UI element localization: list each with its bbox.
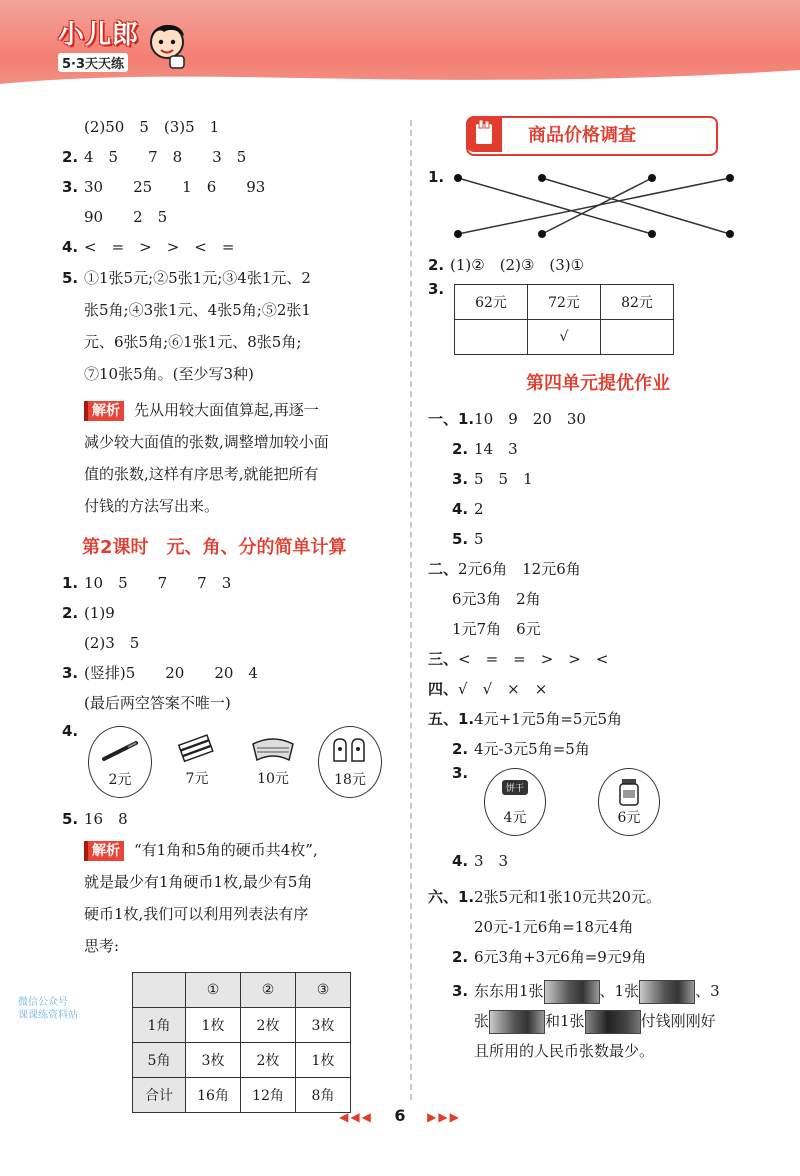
explanation-text: 就是最少有1角硬币1枚,最少有5角 (84, 873, 313, 891)
table-cell: 2枚 (241, 1008, 296, 1043)
explanation-text: 减少较大面值的张数,调整增加较小面 (84, 433, 329, 451)
question-number: 2. (452, 440, 469, 458)
question-number: 2. (62, 604, 79, 622)
answer-text: 张5角;④3张1元、4张5角;⑤2张1 (84, 301, 311, 319)
answer-line (62, 202, 392, 232)
answer-text: 30 25 1 6 93 (84, 178, 266, 196)
table-cell: 16角 (186, 1078, 241, 1113)
price-label: 7元 (185, 771, 209, 787)
answer-line (428, 524, 768, 554)
question-number: 3. (452, 982, 469, 1000)
answer-text: 付钱刚刚好 (640, 1012, 716, 1030)
question-number: 3. (62, 178, 79, 196)
question-number: 2. (428, 256, 445, 274)
answer-line (428, 882, 768, 912)
question-number: 五、1. (428, 710, 475, 728)
q4-figure (62, 718, 392, 802)
answer-text: 14 3 (474, 440, 518, 458)
answer-line (428, 1036, 768, 1066)
page-footer (0, 1106, 800, 1125)
answer-text: √ √ × × (458, 680, 548, 698)
answer-line (428, 614, 768, 644)
answer-text: 1元7角 6元 (452, 620, 541, 638)
explanation-text: 思考: (84, 937, 120, 955)
question-number: 5. (62, 810, 79, 828)
answer-text: 、3 (695, 982, 720, 1000)
answer-line (62, 232, 392, 262)
price-table (454, 284, 674, 355)
banknote-1-yuan-icon (489, 1010, 545, 1034)
question-number: 4. (452, 852, 469, 870)
answer-text: (1)② (2)③ (3)① (450, 256, 585, 274)
question-number: 4. (62, 238, 79, 256)
answer-text: 4 5 7 8 3 5 (84, 148, 247, 166)
price-oval (88, 726, 152, 798)
answer-text: < = > > < = (84, 238, 235, 256)
explanation-badge: 解析 (84, 841, 124, 861)
answer-line (62, 658, 392, 688)
answer-line (62, 688, 392, 718)
question-number: 4. (452, 500, 469, 518)
question-number: 3. (62, 664, 79, 682)
table-cell: 82元 (601, 285, 674, 320)
price-item (166, 726, 228, 796)
pencils-icon (175, 734, 219, 764)
table-cell: ② (241, 973, 296, 1008)
answer-text: 2张5元和1张10元共20元。 (474, 888, 661, 906)
left-arrows-icon: ◀◀◀ (339, 1110, 373, 1124)
explanation-text: 值的张数,这样有序思考,就能把所有 (84, 465, 319, 483)
answer-text: 2元6角 12元6角 (458, 560, 581, 578)
explanation-text: 先从用较大面值算起,再逐一 (134, 401, 319, 419)
logo-subtitle: 5·3天天练 (58, 53, 128, 72)
table-cell: 合计 (133, 1078, 186, 1113)
price-label: 10元 (257, 771, 289, 787)
answer-line (428, 846, 768, 876)
table-cell (455, 320, 528, 355)
price-oval (598, 768, 660, 836)
answer-text: 10 5 7 7 3 (84, 574, 232, 592)
table-header-row (133, 973, 351, 1008)
watermark-line: 课课练资料站 (18, 1010, 78, 1021)
answer-line (428, 644, 768, 674)
right-arrows-icon: ▶▶▶ (427, 1110, 461, 1124)
answer-line (428, 250, 768, 280)
explanation-text: “有1角和5角的硬币共4枚”, (134, 841, 318, 859)
table-cell (133, 973, 186, 1008)
price-label: 4元 (503, 810, 527, 826)
banknote-10-yuan-icon (544, 980, 600, 1004)
answer-line (62, 598, 392, 628)
table-header-row (455, 285, 674, 320)
right-column (428, 116, 768, 1066)
unit-title: 第四单元提优作业 (526, 373, 670, 394)
price-oval (318, 726, 382, 798)
price-tag-icon (466, 116, 502, 152)
question-number: 3. (452, 470, 469, 488)
banknote-5-yuan-icon (639, 980, 695, 1004)
answer-text: 6元3角+3元6角=9元9角 (474, 948, 647, 966)
answer-line (428, 584, 768, 614)
table-cell: 3枚 (296, 1008, 351, 1043)
answer-line (428, 734, 768, 764)
explanation-text: 硬币1枚,我们可以利用列表法有序 (84, 905, 309, 923)
table-cell: 2枚 (241, 1043, 296, 1078)
answer-text: 10 9 20 30 (474, 410, 586, 428)
table-row (133, 1008, 351, 1043)
page-header (0, 0, 800, 84)
answer-text: ①1张5元;②5张1元;③4张1元、2 (84, 269, 311, 287)
answer-text: ⑦10张5角。(至少写3种) (84, 365, 254, 383)
question-number: 三、 (428, 650, 459, 668)
explanation-badge: 解析 (84, 401, 124, 421)
answer-line (62, 112, 392, 142)
q3-table-block (428, 280, 768, 356)
biscuit-icon: 饼干 (502, 780, 528, 795)
table-cell: 62元 (455, 285, 528, 320)
answer-text: (竖排)5 20 20 4 (84, 664, 258, 682)
section-title: 第2课时 元、角、分的简单计算 (82, 537, 347, 558)
price-label: 2元 (108, 772, 132, 788)
question-number: 1. (428, 168, 445, 186)
table-cell: 1枚 (186, 1008, 241, 1043)
question-number: 1. (62, 574, 79, 592)
answer-text: 且所用的人民币张数最少。 (474, 1042, 655, 1060)
question-number: 4. (62, 722, 79, 740)
answer-line (428, 674, 768, 704)
matching-figure (428, 168, 768, 250)
table-cell: ③ (296, 973, 351, 1008)
answer-line (62, 142, 392, 172)
answer-line (62, 568, 392, 598)
question-number: 2. (452, 740, 469, 758)
question-number: 2. (62, 148, 79, 166)
answer-line (428, 1006, 768, 1036)
answer-line (428, 554, 768, 584)
question-number: 二、 (428, 560, 459, 578)
question-number: 2. (452, 948, 469, 966)
answer-line (428, 704, 768, 734)
mittens-icon (328, 735, 372, 765)
coin-table (132, 972, 351, 1113)
table-cell: 12角 (241, 1078, 296, 1113)
q5-answer (62, 262, 392, 390)
answer-text: 5 (474, 530, 484, 548)
answer-text: 东东用1张 (474, 982, 544, 1000)
table-cell: 5角 (133, 1043, 186, 1078)
mascot-boy-icon (144, 16, 190, 72)
question-number: 一、1. (428, 410, 475, 428)
answer-text: 6元3角 2角 (452, 590, 541, 608)
table-cell: ① (186, 973, 241, 1008)
question-number: 3. (452, 764, 469, 782)
answer-line (428, 464, 768, 494)
answer-text: 4元-3元5角=5角 (474, 740, 590, 758)
table-cell (601, 320, 674, 355)
pen-icon (98, 735, 142, 765)
answer-text: 20元-1元6角=18元4角 (474, 918, 634, 936)
explanation-block (62, 394, 392, 522)
price-item (242, 726, 304, 796)
banknote-5-jiao-icon (585, 1010, 641, 1034)
explanation-text: 付钱的方法写出来。 (84, 497, 220, 515)
table-cell: 8角 (296, 1078, 351, 1113)
question-number: 5. (62, 269, 79, 287)
answer-text: (1)9 (84, 604, 115, 622)
table-cell: 3枚 (186, 1043, 241, 1078)
table-cell: 72元 (528, 285, 601, 320)
page-number: 6 (394, 1106, 406, 1125)
price-label: 18元 (334, 772, 366, 788)
answer-line (62, 172, 392, 202)
question-number: 四、 (428, 680, 459, 698)
matching-lines (450, 168, 750, 244)
answer-line (62, 804, 392, 834)
column-divider (410, 120, 412, 1100)
jar-icon (617, 777, 641, 807)
answer-text: (2)3 5 (84, 634, 140, 652)
answer-text: < = = > > < (458, 650, 609, 668)
answer-text: 3 3 (474, 852, 509, 870)
explanation-block (62, 834, 392, 962)
table-cell: 1枚 (296, 1043, 351, 1078)
logo-title: 小儿郎 (58, 20, 140, 50)
answer-line (62, 628, 392, 658)
table-cell: √ (528, 320, 601, 355)
topic-title-box (466, 116, 718, 156)
answer-text: 元、6张5角;⑥1张1元、8张5角; (84, 333, 302, 351)
answer-line (428, 494, 768, 524)
answer-text: 和1张 (545, 1012, 585, 1030)
answer-text: (最后两空答案不唯一) (84, 694, 231, 712)
q3-figure (428, 764, 768, 846)
topic-title: 商品价格调查 (528, 125, 636, 146)
table-row (455, 320, 674, 355)
price-oval (484, 768, 546, 836)
answer-text: 张 (474, 1012, 490, 1030)
watermark (18, 996, 78, 1022)
price-label: 6元 (617, 810, 641, 826)
answer-text: (2)50 5 (3)5 1 (84, 118, 220, 136)
answer-line (428, 912, 768, 942)
answer-text: 16 8 (84, 810, 128, 828)
answer-line (428, 976, 768, 1006)
answer-line (428, 404, 768, 434)
answer-text: 4元+1元5角=5元5角 (474, 710, 622, 728)
scarf-icon (249, 734, 297, 764)
question-number: 5. (452, 530, 469, 548)
watermark-line: 微信公众号 (18, 997, 68, 1008)
answer-text: 5 5 1 (474, 470, 533, 488)
table-row (133, 1043, 351, 1078)
question-number: 3. (428, 280, 445, 298)
left-column (62, 112, 392, 1113)
answer-text: 2 (474, 500, 484, 518)
question-number: 六、1. (428, 888, 475, 906)
logo (58, 14, 139, 72)
answer-text: 90 2 5 (84, 208, 168, 226)
answer-line (428, 434, 768, 464)
answer-text: 、1张 (599, 982, 640, 1000)
table-cell: 1角 (133, 1008, 186, 1043)
answer-line (428, 942, 768, 972)
